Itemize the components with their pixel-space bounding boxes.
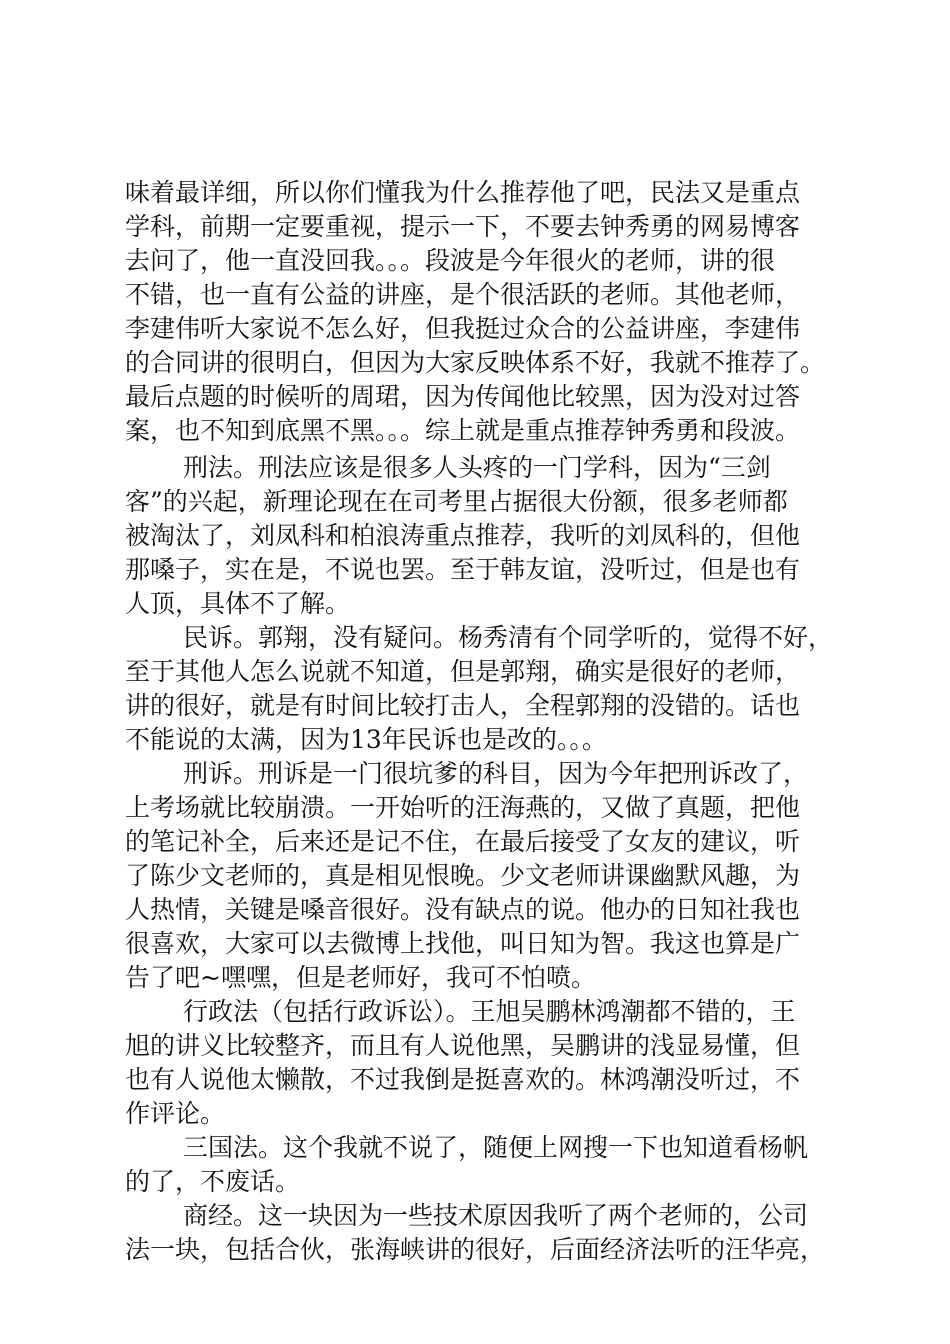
text-line: 法一块，包括合伙，张海峡讲的很好，后面经济法听的汪华亮， <box>125 1235 826 1264</box>
text-line: 那嗓子，实在是，不说也罢。至于韩友谊，没听过，但是也有 <box>125 555 801 584</box>
text-line: 最后点题的时候听的周珺，因为传闻他比较黑，因为没对过答 <box>125 382 801 411</box>
text-line: 被淘汰了，刘凤科和柏浪涛重点推荐，我听的刘凤科的，但他 <box>125 521 801 550</box>
text-line: 至于其他人怎么说就不知道，但是郭翔，确实是很好的老师， <box>125 657 801 686</box>
text-line: 案，也不知到底黑不黑。。。综上就是重点推荐钟秀勇和段波。 <box>125 416 801 445</box>
paragraph-civil-law-continued <box>125 176 845 448</box>
text-line: 上考场就比较崩溃。一开始听的汪海燕的，又做了真题，把他 <box>125 793 801 822</box>
text-line: 不能说的太满，因为13年民诉也是改的。。。 <box>125 725 607 754</box>
text-line: 的笔记补全，后来还是记不住，在最后接受了女友的建议，听 <box>125 827 801 856</box>
text-line: 也有人说他太懒散，不过我倒是挺喜欢的。林鸿潮没听过，不 <box>125 1065 801 1094</box>
text-line: 不错，也一直有公益的讲座，是个很活跃的老师。其他老师， <box>125 280 801 309</box>
text-line: 的合同讲的很明白，但因为大家反映体系不好，我就不推荐了。 <box>125 348 826 377</box>
paragraph-international-law-start: 三国法。这个我就不说了，随便上网搜一下也知道看杨帆 <box>183 1133 809 1162</box>
paragraph-criminal-procedure-start: 刑诉。刑诉是一门很坑爹的科目，因为今年把刑诉改了， <box>183 759 809 788</box>
text-line: 去问了，他一直没回我。。。段波是今年很火的老师，讲的很 <box>125 246 776 275</box>
text-line: 学科，前期一定要重视，提示一下，不要去钟秀勇的网易博客 <box>125 212 801 241</box>
text-line: 作评论。 <box>125 1099 226 1128</box>
text-line: 客”的兴起，新理论现在在司考里占据很大份额，很多老师都 <box>125 487 788 516</box>
text-line: 人顶，具体不了解。 <box>125 589 351 618</box>
text-line: 李建伟听大家说不怎么好，但我挺过众合的公益讲座，李建伟 <box>125 314 801 343</box>
text-line: 味着最详细，所以你们懂我为什么推荐他了吧，民法又是重点 <box>125 178 801 207</box>
paragraph-commercial-law-start: 商经。这一块因为一些技术原因我听了两个老师的，公司 <box>183 1201 809 1230</box>
text-line: 告了吧~嘿嘿，但是老师好，我可不怕喷。 <box>125 963 596 992</box>
paragraph-administrative-law-start: 行政法（包括行政诉讼）。王旭吴鹏林鸿潮都不错的，王 <box>183 997 796 1026</box>
text-line: 旭的讲义比较整齐，而且有人说他黑，吴鹏讲的浅显易懂，但 <box>125 1031 801 1060</box>
text-line: 了陈少文老师的，真是相见恨晚。少文老师讲课幽默风趣，为 <box>125 861 801 890</box>
paragraph-civil-procedure-start: 民诉。郭翔，没有疑问。杨秀清有个同学听的，觉得不好， <box>183 623 834 652</box>
text-line: 的了，不废话。 <box>125 1167 301 1196</box>
text-line: 很喜欢，大家可以去微博上找他，叫日知为智。我这也算是广 <box>125 929 801 958</box>
paragraphs-subjects <box>125 451 845 1267</box>
text-line: 人热情，关键是嗓音很好。没有缺点的说。他办的日知社我也 <box>125 895 801 924</box>
paragraph-criminal-law-start: 刑法。刑法应该是很多人头疼的一门学科，因为“三剑 <box>183 453 771 482</box>
text-line: 讲的很好，就是有时间比较打击人，全程郭翔的没错的。话也 <box>125 691 801 720</box>
